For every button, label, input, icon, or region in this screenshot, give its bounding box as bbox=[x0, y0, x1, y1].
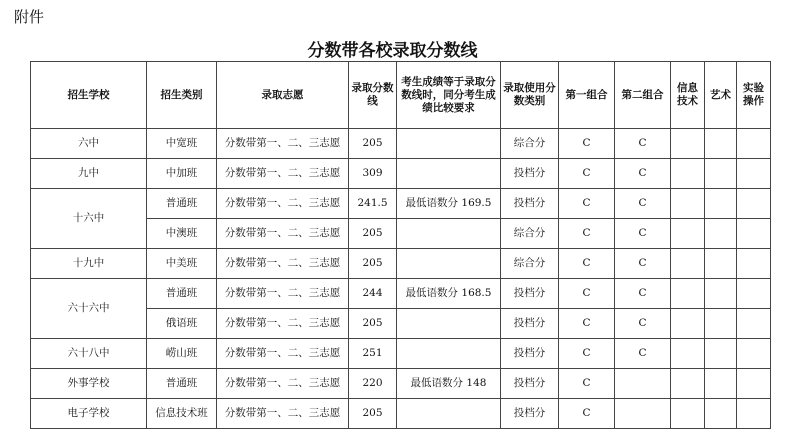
cell-group1: C bbox=[559, 369, 615, 399]
cell-info-tech bbox=[671, 159, 705, 189]
cell-category: 崂山班 bbox=[147, 339, 217, 369]
cell-lab bbox=[737, 129, 771, 159]
cell-lab bbox=[737, 159, 771, 189]
cell-art bbox=[705, 129, 737, 159]
cell-tiebreak bbox=[397, 339, 501, 369]
cell-preference: 分数带第一、二、三志愿 bbox=[217, 219, 349, 249]
cell-group2: C bbox=[615, 249, 671, 279]
cell-score-type: 投档分 bbox=[501, 189, 559, 219]
cell-group2: C bbox=[615, 189, 671, 219]
header-group1: 第一组合 bbox=[559, 62, 615, 129]
cell-school: 六中 bbox=[31, 129, 147, 159]
cell-info-tech bbox=[671, 309, 705, 339]
header-tiebreak: 考生成绩等于录取分数线时，同分考生成绩比较要求 bbox=[397, 62, 501, 129]
cell-category: 俄语班 bbox=[147, 309, 217, 339]
cell-school: 六十八中 bbox=[31, 339, 147, 369]
cell-lab bbox=[737, 309, 771, 339]
cell-school: 九中 bbox=[31, 159, 147, 189]
cell-group2: C bbox=[615, 219, 671, 249]
document-title: 分数带各校录取分数线 bbox=[307, 41, 478, 61]
cell-lab bbox=[737, 369, 771, 399]
cell-art bbox=[705, 249, 737, 279]
cell-lab bbox=[737, 249, 771, 279]
cell-score-type: 投档分 bbox=[501, 159, 559, 189]
cell-group1: C bbox=[559, 249, 615, 279]
header-score-type: 录取使用分数类别 bbox=[501, 62, 559, 129]
cell-school: 电子学校 bbox=[31, 399, 147, 429]
cell-art bbox=[705, 159, 737, 189]
cell-info-tech bbox=[671, 399, 705, 429]
cell-school: 十九中 bbox=[31, 249, 147, 279]
cell-category: 中澳班 bbox=[147, 219, 217, 249]
cell-score-type: 投档分 bbox=[501, 369, 559, 399]
cell-category: 中美班 bbox=[147, 249, 217, 279]
cell-tiebreak bbox=[397, 159, 501, 189]
cell-group1: C bbox=[559, 189, 615, 219]
cell-score-type: 投档分 bbox=[501, 309, 559, 339]
cell-lab bbox=[737, 399, 771, 429]
cell-info-tech bbox=[671, 129, 705, 159]
header-lab: 实验操作 bbox=[737, 62, 771, 129]
cell-cutoff: 205 bbox=[349, 249, 397, 279]
cell-art bbox=[705, 309, 737, 339]
cell-tiebreak bbox=[397, 129, 501, 159]
cell-art bbox=[705, 399, 737, 429]
cell-category: 中宽班 bbox=[147, 129, 217, 159]
cell-school: 外事学校 bbox=[31, 369, 147, 399]
cell-category: 中加班 bbox=[147, 159, 217, 189]
header-cutoff: 录取分数线 bbox=[349, 62, 397, 129]
cell-group1: C bbox=[559, 339, 615, 369]
cell-school: 六十六中 bbox=[31, 279, 147, 339]
cell-info-tech bbox=[671, 339, 705, 369]
cell-art bbox=[705, 219, 737, 249]
cell-info-tech bbox=[671, 219, 705, 249]
cell-group1: C bbox=[559, 279, 615, 309]
table-row bbox=[31, 129, 771, 159]
cell-preference: 分数带第一、二、三志愿 bbox=[217, 399, 349, 429]
cell-cutoff: 205 bbox=[349, 219, 397, 249]
cell-info-tech bbox=[671, 279, 705, 309]
cell-art bbox=[705, 369, 737, 399]
cell-tiebreak: 最低语数分 168.5 bbox=[397, 279, 501, 309]
header-art: 艺术 bbox=[705, 62, 737, 129]
cell-lab bbox=[737, 219, 771, 249]
table-row bbox=[31, 339, 771, 369]
cell-cutoff: 205 bbox=[349, 399, 397, 429]
cell-preference: 分数带第一、二、三志愿 bbox=[217, 249, 349, 279]
table-row bbox=[31, 159, 771, 189]
header-info-tech: 信息技术 bbox=[671, 62, 705, 129]
cell-category: 普通班 bbox=[147, 189, 217, 219]
cell-group1: C bbox=[559, 399, 615, 429]
cell-tiebreak bbox=[397, 249, 501, 279]
cell-tiebreak: 最低语数分 169.5 bbox=[397, 189, 501, 219]
header-group2: 第二组合 bbox=[615, 62, 671, 129]
cell-group2: C bbox=[615, 129, 671, 159]
cell-lab bbox=[737, 339, 771, 369]
cell-cutoff: 205 bbox=[349, 309, 397, 339]
cell-group2: C bbox=[615, 279, 671, 309]
cell-cutoff: 244 bbox=[349, 279, 397, 309]
cell-art bbox=[705, 279, 737, 309]
cell-cutoff: 205 bbox=[349, 129, 397, 159]
header-school: 招生学校 bbox=[31, 62, 147, 129]
cell-cutoff: 220 bbox=[349, 369, 397, 399]
cell-score-type: 综合分 bbox=[501, 219, 559, 249]
cell-preference: 分数带第一、二、三志愿 bbox=[217, 129, 349, 159]
cell-group1: C bbox=[559, 129, 615, 159]
table-row bbox=[31, 189, 771, 219]
table-row bbox=[31, 369, 771, 399]
cell-score-type: 投档分 bbox=[501, 279, 559, 309]
cell-lab bbox=[737, 189, 771, 219]
cell-category: 普通班 bbox=[147, 279, 217, 309]
cell-lab bbox=[737, 279, 771, 309]
cell-group2 bbox=[615, 399, 671, 429]
cell-preference: 分数带第一、二、三志愿 bbox=[217, 189, 349, 219]
cell-score-type: 综合分 bbox=[501, 129, 559, 159]
cell-score-type: 投档分 bbox=[501, 399, 559, 429]
cell-group1: C bbox=[559, 219, 615, 249]
cell-tiebreak bbox=[397, 399, 501, 429]
cell-group2: C bbox=[615, 159, 671, 189]
cell-art bbox=[705, 189, 737, 219]
cell-cutoff: 241.5 bbox=[349, 189, 397, 219]
table-row bbox=[31, 249, 771, 279]
cell-cutoff: 251 bbox=[349, 339, 397, 369]
annex-label: 附件 bbox=[14, 8, 45, 26]
cell-score-type: 投档分 bbox=[501, 339, 559, 369]
cell-group2: C bbox=[615, 309, 671, 339]
table-row bbox=[31, 279, 771, 309]
cell-info-tech bbox=[671, 189, 705, 219]
cell-score-type: 综合分 bbox=[501, 249, 559, 279]
cell-group1: C bbox=[559, 309, 615, 339]
cell-tiebreak bbox=[397, 309, 501, 339]
cell-info-tech bbox=[671, 249, 705, 279]
cell-group1: C bbox=[559, 159, 615, 189]
cell-group2: C bbox=[615, 339, 671, 369]
admission-score-table bbox=[30, 61, 771, 429]
cell-preference: 分数带第一、二、三志愿 bbox=[217, 339, 349, 369]
cell-preference: 分数带第一、二、三志愿 bbox=[217, 279, 349, 309]
header-preference: 录取志愿 bbox=[217, 62, 349, 129]
cell-tiebreak: 最低语数分 148 bbox=[397, 369, 501, 399]
cell-tiebreak bbox=[397, 219, 501, 249]
cell-preference: 分数带第一、二、三志愿 bbox=[217, 309, 349, 339]
cell-preference: 分数带第一、二、三志愿 bbox=[217, 369, 349, 399]
cell-category: 信息技术班 bbox=[147, 399, 217, 429]
cell-preference: 分数带第一、二、三志愿 bbox=[217, 159, 349, 189]
cell-school: 十六中 bbox=[31, 189, 147, 249]
header-category: 招生类别 bbox=[147, 62, 217, 129]
table-row bbox=[31, 399, 771, 429]
cell-info-tech bbox=[671, 369, 705, 399]
cell-art bbox=[705, 339, 737, 369]
cell-group2 bbox=[615, 369, 671, 399]
table-header-row bbox=[31, 62, 771, 129]
cell-category: 普通班 bbox=[147, 369, 217, 399]
cell-cutoff: 309 bbox=[349, 159, 397, 189]
